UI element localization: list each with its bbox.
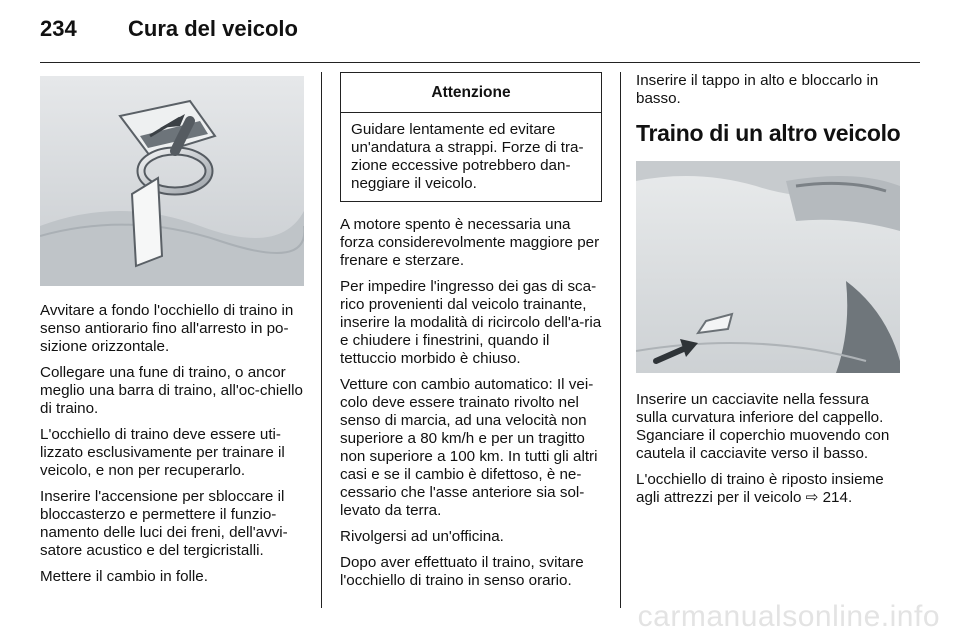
bumper-cap-illustration — [636, 161, 900, 373]
section-title: Traino di un altro veicolo — [636, 120, 901, 146]
bumper-cap-image — [636, 161, 900, 373]
paragraph: Per impedire l'ingresso dei gas di sca-rico provenienti dal veicolo trainante, inserire la modalità di ricircolo dell'a-ria e chiudere i finestrini, quando il tettuccio morbido è chiuso. — [340, 278, 602, 367]
paragraph: Avvitare a fondo l'occhiello di traino in senso antiorario fino all'arresto in po-sizione orizzontale. — [40, 302, 294, 355]
warning-box — [340, 72, 602, 202]
page-number: 234 — [40, 16, 77, 41]
paragraph: Inserire il tappo in alto e bloccarlo in basso. — [636, 72, 879, 107]
column-middle — [340, 72, 602, 598]
paragraph: Vetture con cambio automatico: Il vei-colo deve essere trainato rivolto nel senso di marcia, ad una velocità non superiore a 80 km/h e per un tragitto non superiore a 100 km. In tutti gli altri casi e se il cambio è difettoso, è ne-cessario che l'asse anteriore sia sol-levato da terra. — [340, 376, 598, 519]
paragraph: Mettere il cambio in folle. — [40, 568, 208, 585]
page-header — [40, 16, 920, 58]
paragraph: Collegare una fune di traino, o ancor meglio una barra di traino, all'oc-chiello di traino. — [40, 364, 303, 417]
paragraph: A motore spento è necessaria una forza considerevolmente maggiore per frenare e sterzare. — [340, 216, 600, 269]
header-divider — [40, 62, 920, 63]
column-left — [40, 72, 306, 594]
paragraph: Inserire l'accensione per sbloccare il bloccasterzo e permettere il funzio-namento delle luci dei freni, dell'avvi-satore acustico e del tergicristalli. — [40, 488, 288, 559]
towing-eye-illustration — [40, 76, 304, 286]
page-title: Cura del veicolo — [128, 16, 298, 41]
towing-eye-image — [40, 76, 304, 286]
column-divider-left — [321, 72, 322, 608]
paragraph: Rivolgersi ad un'officina. — [340, 528, 504, 545]
warning-text: Guidare lentamente ed evitare un'andatura a strappi. Forze di tra-zione eccessive potrebbero dan-neggiare il veicolo. — [351, 121, 584, 192]
warning-title: Attenzione — [341, 73, 601, 113]
paragraph: L'occhiello di traino è riposto insieme agli attrezzi per il veicolo ⇨ 214. — [636, 471, 884, 506]
column-right — [636, 72, 902, 515]
paragraph: L'occhiello di traino deve essere uti-lizzato esclusivamente per trainare il veicolo, e non per recuperarlo. — [40, 426, 285, 479]
watermark: carmanualsonline.info — [637, 600, 940, 633]
column-divider-right — [620, 72, 621, 608]
paragraph: Dopo aver effettuato il traino, svitare l'occhiello di traino in senso orario. — [340, 554, 584, 589]
paragraph: Inserire un cacciavite nella fessura sulla curvatura inferiore del cappello. Sganciare il coperchio muovendo con cautela il cacciavite verso il basso. — [636, 391, 890, 462]
